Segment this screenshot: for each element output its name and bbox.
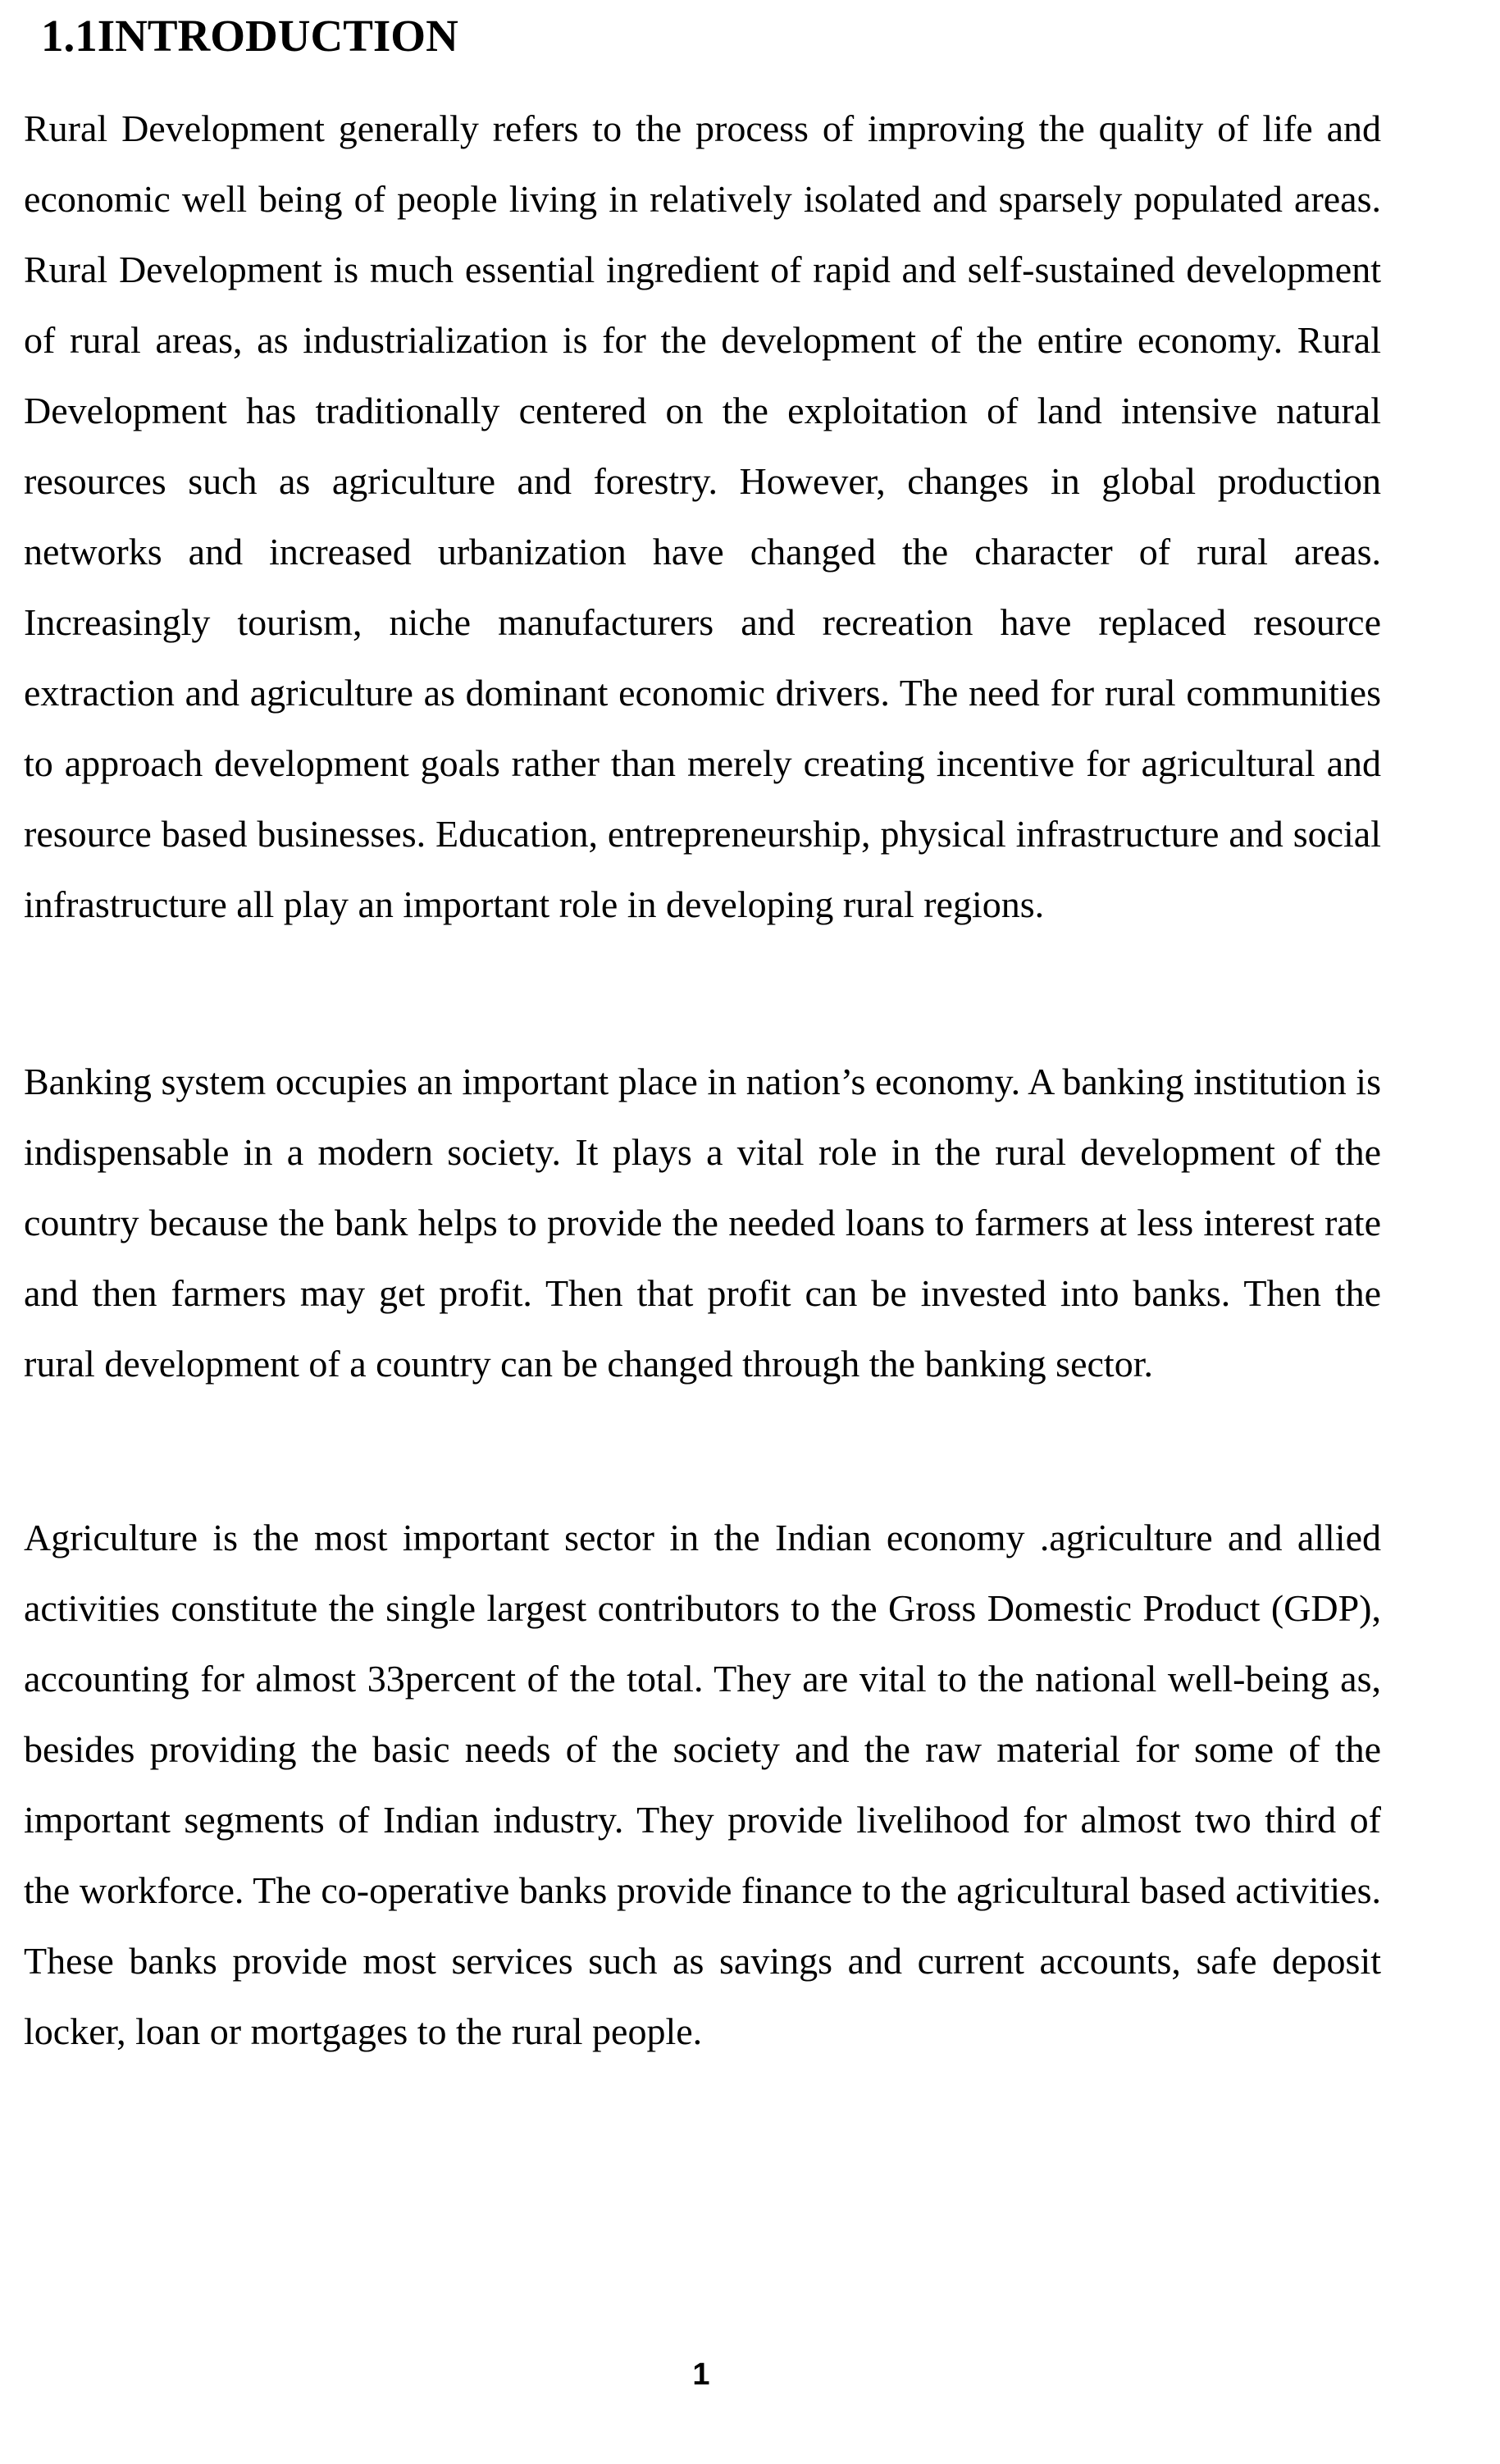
paragraph-agriculture: Agriculture is the most important sector in the Indian economy .agriculture and allied activities constitute the single largest contributors to the Gross Domestic Product (GDP), accounting for almost 33percent of the total. They are vital to the national well-being as, besides providing the basic needs of the society and the raw material for some of the important segments of Indian industry. They provide livelihood for almost two third of the workforce. The co-operative banks provide finance to the agricultural based activities. These banks provide most services such as savings and current accounts, safe deposit locker, loan or mortgages to the rural people.	[24, 1517, 1381, 2052]
paragraph-rural-development: Rural Development generally refers to the process of improving the quality of life and economic well being of people living in relatively isolated and sparsely populated areas. Rural Development is much essential ingredient of rapid and self-sustained development of rural areas, as industrialization is for the development of the entire economy. Rural Development has traditionally centered on the exploitation of land intensive natural resources such as agriculture and forestry. However, changes in global production networks and increased urbanization have changed the character of rural areas. Increasingly tourism, niche manufacturers and recreation have replaced resource extraction and agriculture as dominant economic drivers. The need for rural communities to approach development goals rather than merely creating incentive for agricultural and resource based businesses. Education, entrepreneurship, physical infrastructure and social infrastructure all play an important role in developing rural regions.	[24, 107, 1381, 925]
section-heading: 1.1INTRODUCTION	[41, 11, 458, 61]
paragraph-banking-system: Banking system occupies an important place in nation’s economy. A banking institution is indispensable in a modern society. It plays a vital role in the rural development of the country because the bank helps to provide the needed loans to farmers at less interest rate and then farmers may get profit. Then that profit can be invested into banks. Then the rural development of a country can be changed through the banking sector.	[24, 1061, 1381, 1385]
page-number: 1	[692, 2357, 710, 2392]
